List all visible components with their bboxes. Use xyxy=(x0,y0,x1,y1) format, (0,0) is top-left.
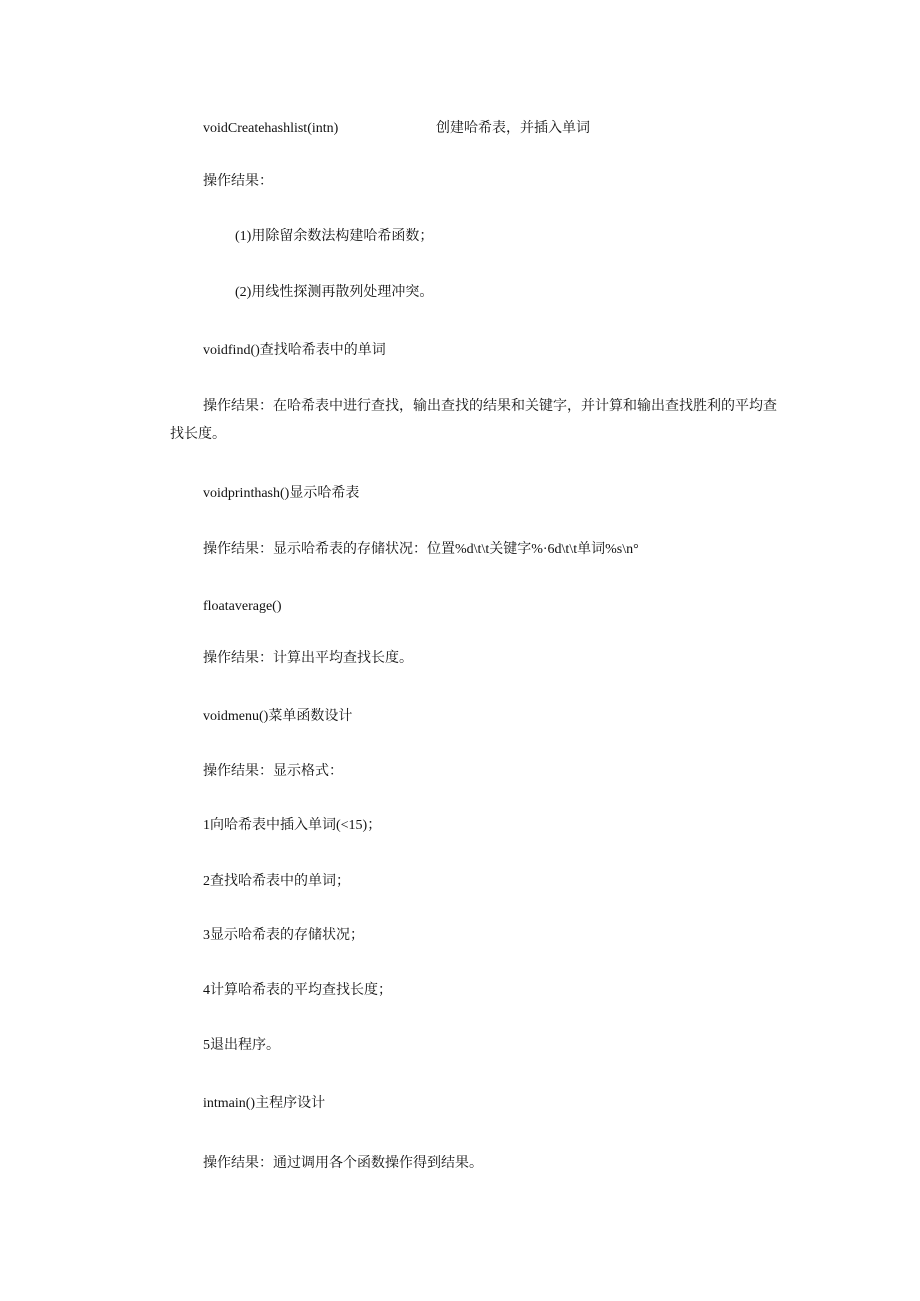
menu-item-3: 3显示哈希表的存储状况； xyxy=(203,928,364,943)
operation-result-average: 操作结果：计算出平均查找长度。 xyxy=(203,651,413,666)
function-menu: voidmenu()菜单函数设计 xyxy=(203,709,353,724)
function-signature-createhashlist: voidCreatehashlist(intn) xyxy=(203,121,339,136)
function-average: floataverage() xyxy=(203,599,282,614)
operation-result-printhash: 操作结果：显示哈希表的存储状况：位置%d\t\t关键字%·6d\t\t单词%s\n° xyxy=(203,542,639,557)
function-description-createhashlist: 创建哈希表，并插入单词 xyxy=(436,121,590,136)
function-find: voidfind()查找哈希表中的单词 xyxy=(203,343,386,358)
menu-item-2: 2查找哈希表中的单词； xyxy=(203,874,350,889)
menu-item-1: 1向哈希表中插入单词(<15)； xyxy=(203,818,382,833)
operation-result-main: 操作结果：通过调用各个函数操作得到结果。 xyxy=(203,1156,483,1171)
result-item-1: (1)用除留余数法构建哈希函数； xyxy=(235,229,434,244)
function-main: intmain()主程序设计 xyxy=(203,1096,326,1111)
operation-result-label: 操作结果： xyxy=(203,174,273,189)
result-item-2: (2)用线性探测再散列处理冲突。 xyxy=(235,285,434,300)
operation-result-menu: 操作结果：显示格式： xyxy=(203,764,343,779)
menu-item-4: 4计算哈希表的平均查找长度； xyxy=(203,983,392,998)
operation-result-find: 操作结果：在哈希表中进行查找，输出查找的结果和关键字，并计算和输出查找胜利的平均查找长度。 xyxy=(170,399,777,442)
function-printhash: voidprinthash()显示哈希表 xyxy=(203,486,360,501)
menu-item-5: 5退出程序。 xyxy=(203,1038,280,1053)
